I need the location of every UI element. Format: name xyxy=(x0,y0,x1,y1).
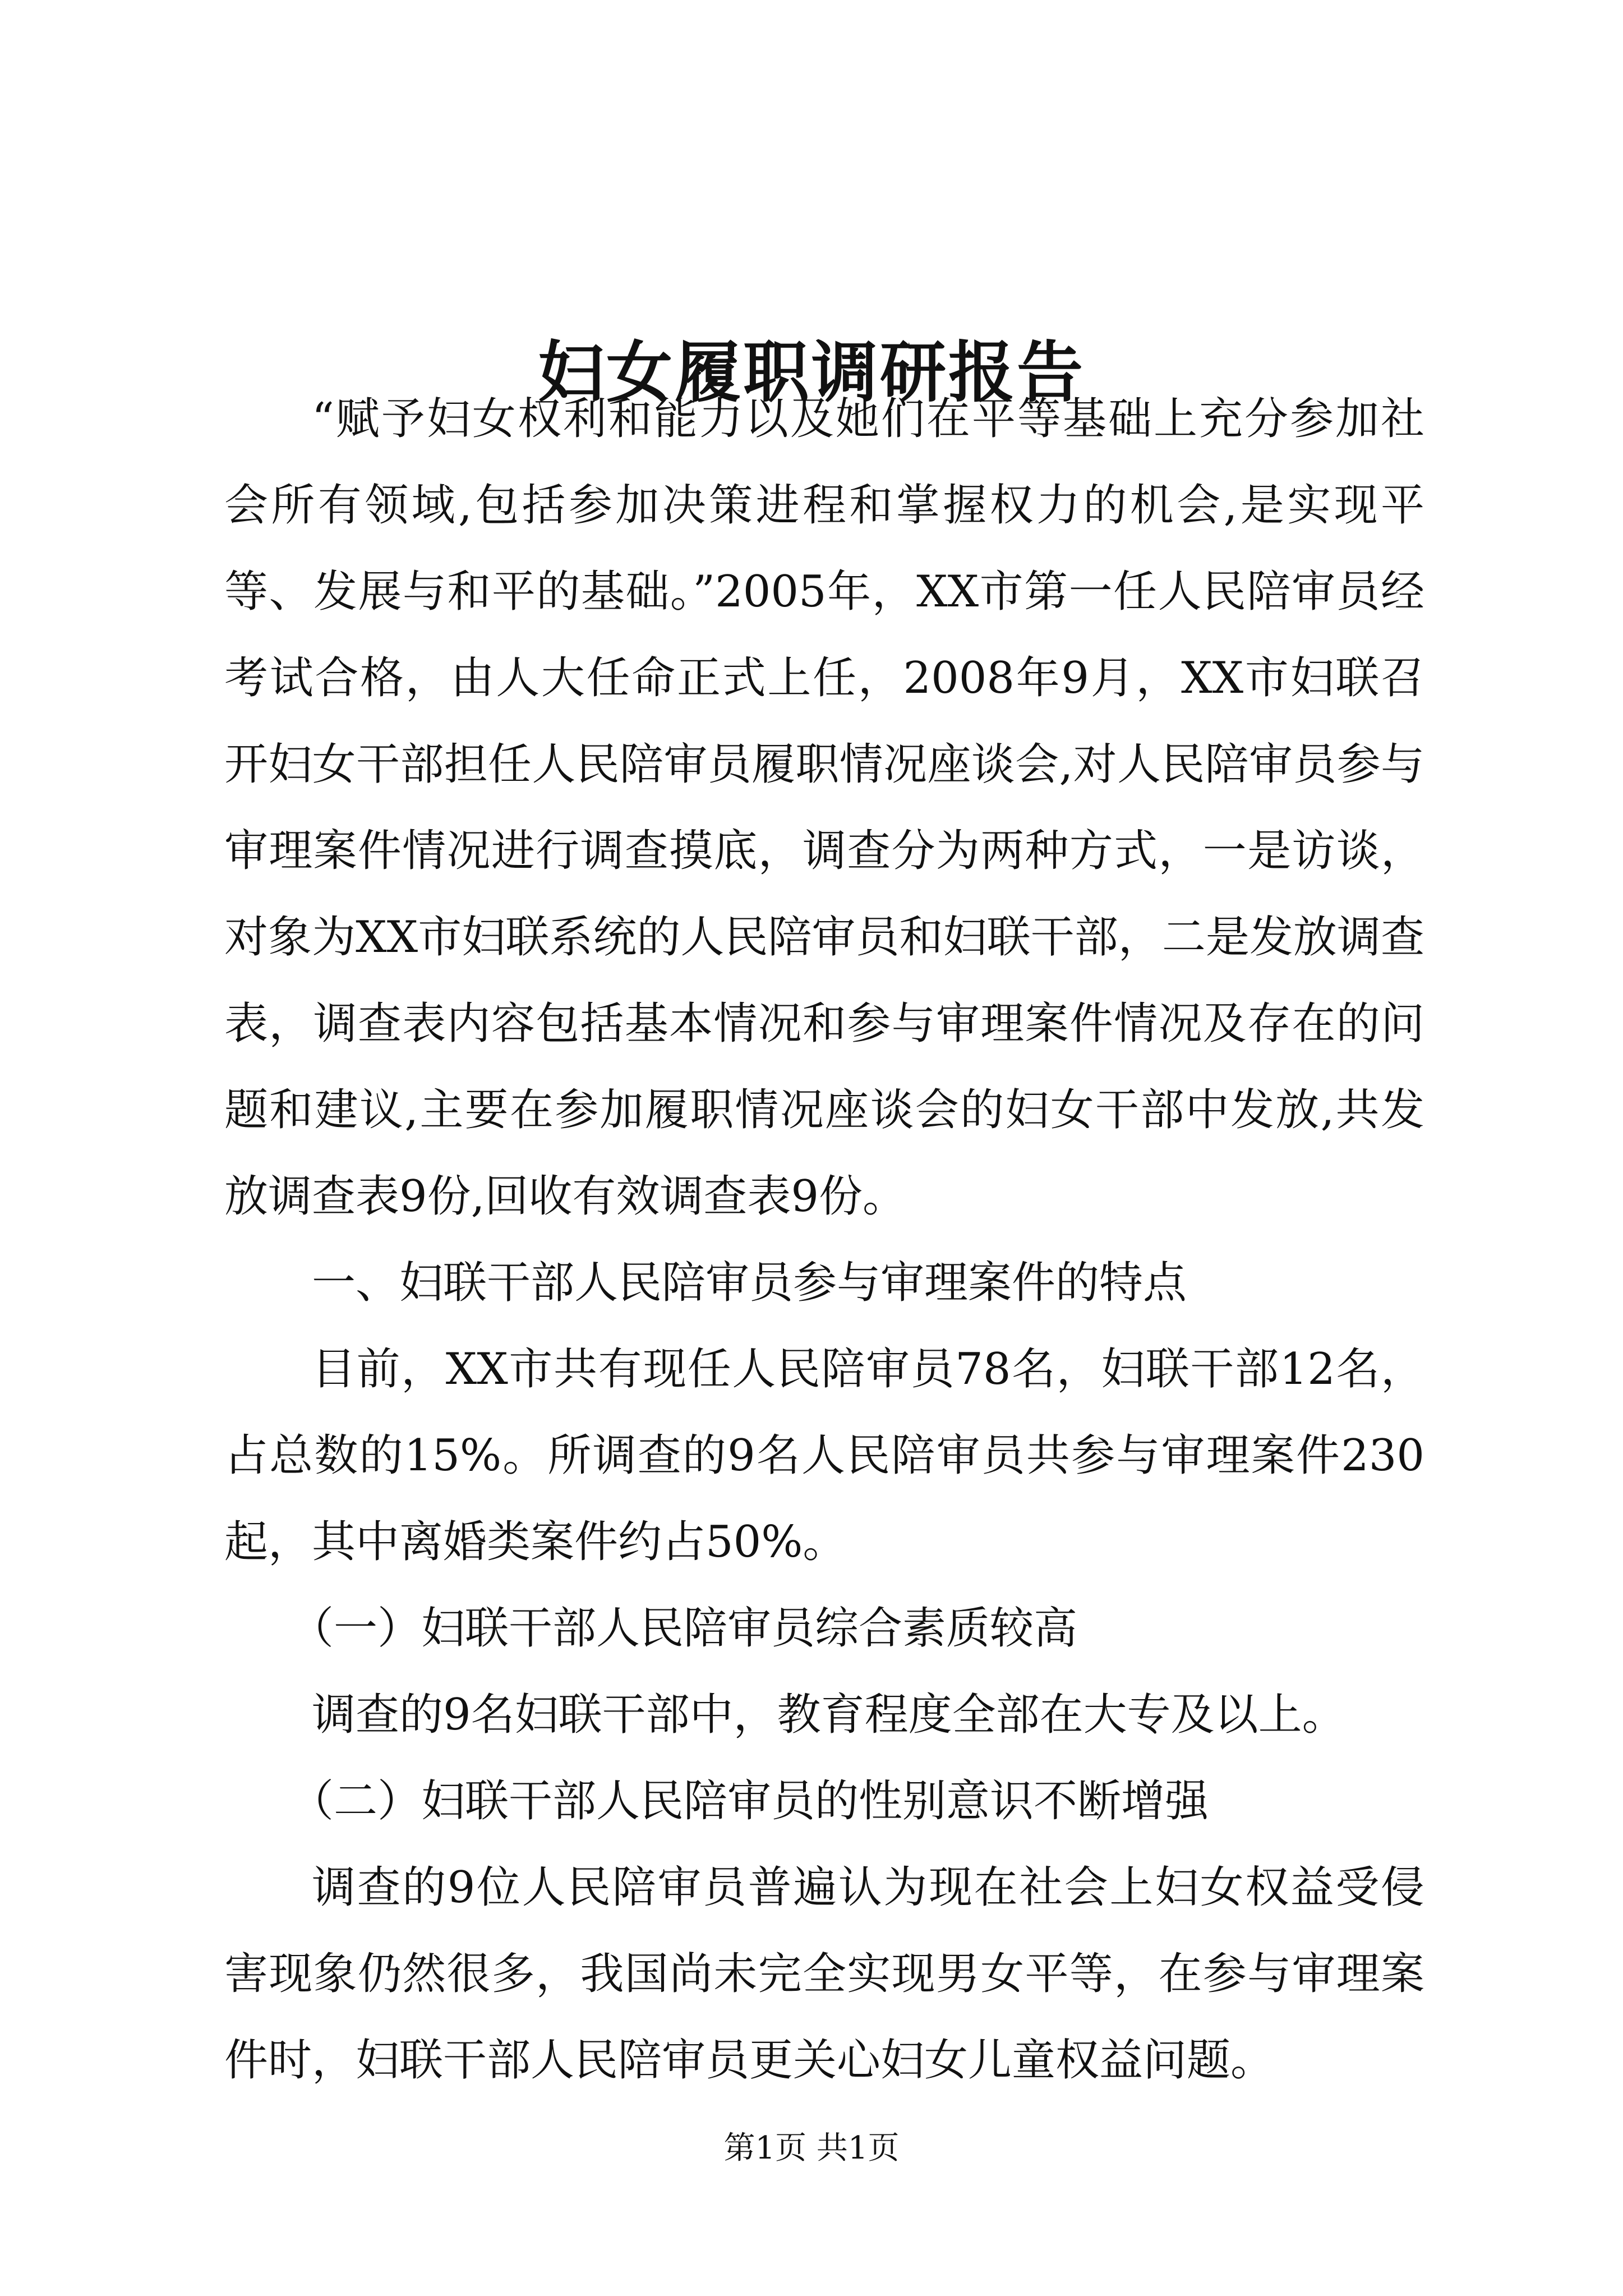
statistics-paragraph: 目前，XX市共有现任人民陪审员78名，妇联干部12名，占总数的15%。所调查的9名人民陪审员共参与审理案件230起，其中离婚类案件约占50%。 xyxy=(224,1344,1424,1567)
document-title: 妇女履职调研报告 xyxy=(537,333,1085,412)
document-body xyxy=(224,376,1424,2104)
subsection-heading-1: （一）妇联干部人民陪审员综合素质较高 xyxy=(290,1603,1078,1654)
page-footer: 第1页 共1页 xyxy=(723,2130,900,2166)
section-heading-1: 一、妇联干部人民陪审员参与审理案件的特点 xyxy=(312,1258,1187,1308)
education-paragraph: 调查的9名妇联干部中，教育程度全部在大专及以上。 xyxy=(312,1690,1346,1740)
gender-awareness-paragraph: 调查的9位人民陪审员普遍认为现在社会上妇女权益受侵害现象仍然很多，我国尚未完全实现男女平等，在参与审理案件时，妇联干部人民陪审员更关心妇女儿童权益问题。 xyxy=(224,1862,1424,2086)
intro-paragraph: “赋予妇女权利和能力以及她们在平等基础上充分参加社会所有领域,包括参加决策进程和掌握权力的机会,是实现平等、发展与和平的基础。”2005年，XX市第一任人民陪审员经考试合格，由人大任命正式上任，2008年9月，XX市妇联召开妇女干部担任人民陪审员履职情况座谈会,对人民陪审员参与审理案件情况进行调查摸底，调查分为两种方式，一是访谈，对象为XX市妇联系统的人民陪审员和妇联干部，二是发放调查表，调查表内容包括基本情况和参与审理案件情况及存在的问题和建议,主要在参加履职情况座谈会的妇女干部中发放,共发放调查表9份,回收有效调查表9份。 xyxy=(224,394,1424,1222)
subsection-heading-2: （二）妇联干部人民陪审员的性别意识不断增强 xyxy=(290,1776,1209,1826)
